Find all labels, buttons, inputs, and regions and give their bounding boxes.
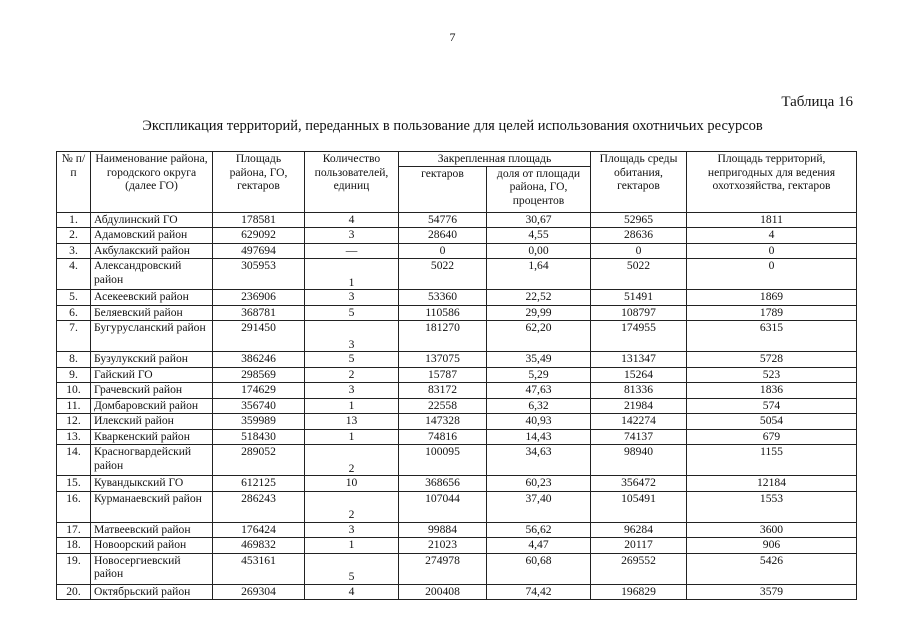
row-assigned-ha: 137075 xyxy=(399,352,487,368)
row-habitat: 105491 xyxy=(591,491,687,522)
row-assigned-ha: 5022 xyxy=(399,259,487,290)
table-row xyxy=(57,491,857,522)
row-area: 518430 xyxy=(213,429,305,445)
row-habitat: 15264 xyxy=(591,367,687,383)
row-assigned-share: 14,43 xyxy=(487,429,591,445)
row-assigned-ha: 74816 xyxy=(399,429,487,445)
row-users: 2 xyxy=(305,445,399,476)
row-name: Бугурусланский район xyxy=(91,321,213,352)
row-number: 17. xyxy=(57,522,91,538)
row-assigned-ha: 28640 xyxy=(399,228,487,244)
row-area: 176424 xyxy=(213,522,305,538)
row-name: Красногвардейский район xyxy=(91,445,213,476)
row-habitat: 5022 xyxy=(591,259,687,290)
table-row xyxy=(57,445,857,476)
row-users: 3 xyxy=(305,522,399,538)
row-assigned-ha: 54776 xyxy=(399,212,487,228)
table-row xyxy=(57,538,857,554)
row-area: 174629 xyxy=(213,383,305,399)
row-assigned-ha: 99884 xyxy=(399,522,487,538)
header-users: Количество пользователей, единиц xyxy=(305,152,399,213)
table-row xyxy=(57,398,857,414)
table-row xyxy=(57,429,857,445)
row-assigned-ha: 22558 xyxy=(399,398,487,414)
row-assigned-ha: 181270 xyxy=(399,321,487,352)
row-name: Кувандыкский ГО xyxy=(91,476,213,492)
header-name: Наименование района, городского округа (далее ГО) xyxy=(91,152,213,213)
row-number: 3. xyxy=(57,243,91,259)
row-habitat: 81336 xyxy=(591,383,687,399)
row-area: 236906 xyxy=(213,290,305,306)
row-users: 3 xyxy=(305,321,399,352)
row-name: Абдулинский ГО xyxy=(91,212,213,228)
header-assigned-ha: гектаров xyxy=(399,166,487,212)
row-users: 3 xyxy=(305,290,399,306)
table-title: Экспликация территорий, переданных в пользование для целей использования охотничьих ресурсов xyxy=(142,118,763,134)
row-name: Октябрьский район xyxy=(91,584,213,600)
row-users: 1 xyxy=(305,429,399,445)
row-habitat: 28636 xyxy=(591,228,687,244)
row-number: 6. xyxy=(57,305,91,321)
row-assigned-ha: 100095 xyxy=(399,445,487,476)
row-assigned-share: 6,32 xyxy=(487,398,591,414)
row-number: 18. xyxy=(57,538,91,554)
row-users: 1 xyxy=(305,259,399,290)
row-unfit: 4 xyxy=(687,228,857,244)
row-assigned-share: 5,29 xyxy=(487,367,591,383)
row-habitat: 51491 xyxy=(591,290,687,306)
header-unfit: Площадь территорий, непригодных для ведения охотхозяйства, гектаров xyxy=(687,152,857,213)
row-users: — xyxy=(305,243,399,259)
row-name: Александровский район xyxy=(91,259,213,290)
row-habitat: 108797 xyxy=(591,305,687,321)
table-row xyxy=(57,383,857,399)
row-number: 12. xyxy=(57,414,91,430)
row-unfit: 3600 xyxy=(687,522,857,538)
row-number: 5. xyxy=(57,290,91,306)
row-habitat: 52965 xyxy=(591,212,687,228)
row-assigned-ha: 21023 xyxy=(399,538,487,554)
header-area: Площадь района, ГО, гектаров xyxy=(213,152,305,213)
table-row xyxy=(57,290,857,306)
row-area: 286243 xyxy=(213,491,305,522)
row-area: 305953 xyxy=(213,259,305,290)
row-area: 368781 xyxy=(213,305,305,321)
row-name: Беляевский район xyxy=(91,305,213,321)
row-name: Асекеевский район xyxy=(91,290,213,306)
row-users: 1 xyxy=(305,538,399,554)
row-area: 298569 xyxy=(213,367,305,383)
row-assigned-ha: 274978 xyxy=(399,553,487,584)
row-number: 8. xyxy=(57,352,91,368)
row-habitat: 131347 xyxy=(591,352,687,368)
row-unfit: 1553 xyxy=(687,491,857,522)
row-name: Гайский ГО xyxy=(91,367,213,383)
row-habitat: 269552 xyxy=(591,553,687,584)
row-assigned-ha: 0 xyxy=(399,243,487,259)
table-body xyxy=(57,212,857,600)
row-area: 291450 xyxy=(213,321,305,352)
row-users: 5 xyxy=(305,553,399,584)
row-name: Бузулукский район xyxy=(91,352,213,368)
row-assigned-share: 29,99 xyxy=(487,305,591,321)
row-assigned-share: 37,40 xyxy=(487,491,591,522)
row-habitat: 20117 xyxy=(591,538,687,554)
table-row xyxy=(57,243,857,259)
row-assigned-share: 30,67 xyxy=(487,212,591,228)
row-assigned-share: 60,68 xyxy=(487,553,591,584)
row-name: Новосергиевский район xyxy=(91,553,213,584)
row-number: 13. xyxy=(57,429,91,445)
row-unfit: 1811 xyxy=(687,212,857,228)
table-row xyxy=(57,414,857,430)
row-area: 453161 xyxy=(213,553,305,584)
row-number: 15. xyxy=(57,476,91,492)
row-number: 4. xyxy=(57,259,91,290)
row-habitat: 196829 xyxy=(591,584,687,600)
table-label: Таблица 16 xyxy=(781,94,853,110)
row-assigned-share: 60,23 xyxy=(487,476,591,492)
row-area: 359989 xyxy=(213,414,305,430)
table-row xyxy=(57,212,857,228)
row-unfit: 523 xyxy=(687,367,857,383)
row-name: Новоорский район xyxy=(91,538,213,554)
row-users: 2 xyxy=(305,491,399,522)
row-habitat: 21984 xyxy=(591,398,687,414)
table-row xyxy=(57,228,857,244)
row-name: Илекский район xyxy=(91,414,213,430)
row-number: 11. xyxy=(57,398,91,414)
row-unfit: 1869 xyxy=(687,290,857,306)
header-assigned: Закрепленная площадь xyxy=(399,152,591,167)
row-habitat: 0 xyxy=(591,243,687,259)
row-assigned-share: 74,42 xyxy=(487,584,591,600)
row-number: 16. xyxy=(57,491,91,522)
row-assigned-ha: 200408 xyxy=(399,584,487,600)
row-number: 7. xyxy=(57,321,91,352)
row-assigned-share: 22,52 xyxy=(487,290,591,306)
row-assigned-share: 56,62 xyxy=(487,522,591,538)
explication-table xyxy=(56,151,857,600)
row-area: 289052 xyxy=(213,445,305,476)
table-row xyxy=(57,522,857,538)
row-unfit: 0 xyxy=(687,259,857,290)
table-row xyxy=(57,367,857,383)
row-assigned-share: 1,64 xyxy=(487,259,591,290)
row-assigned-ha: 53360 xyxy=(399,290,487,306)
row-name: Кваркенский район xyxy=(91,429,213,445)
row-name: Домбаровский район xyxy=(91,398,213,414)
row-habitat: 356472 xyxy=(591,476,687,492)
row-name: Матвеевский район xyxy=(91,522,213,538)
table-row xyxy=(57,321,857,352)
row-users: 4 xyxy=(305,584,399,600)
row-number: 10. xyxy=(57,383,91,399)
row-unfit: 1836 xyxy=(687,383,857,399)
row-area: 629092 xyxy=(213,228,305,244)
row-unfit: 574 xyxy=(687,398,857,414)
row-unfit: 5728 xyxy=(687,352,857,368)
row-assigned-share: 4,47 xyxy=(487,538,591,554)
row-users: 10 xyxy=(305,476,399,492)
row-assigned-share: 35,49 xyxy=(487,352,591,368)
row-users: 3 xyxy=(305,383,399,399)
row-users: 4 xyxy=(305,212,399,228)
row-assigned-ha: 147328 xyxy=(399,414,487,430)
row-users: 3 xyxy=(305,228,399,244)
row-name: Адамовский район xyxy=(91,228,213,244)
row-habitat: 96284 xyxy=(591,522,687,538)
row-area: 386246 xyxy=(213,352,305,368)
header-assigned-share: доля от площади района, ГО, процентов xyxy=(487,166,591,212)
row-assigned-share: 4,55 xyxy=(487,228,591,244)
row-name: Грачевский район xyxy=(91,383,213,399)
page-number: 7 xyxy=(449,30,456,44)
row-area: 469832 xyxy=(213,538,305,554)
row-unfit: 1155 xyxy=(687,445,857,476)
row-unfit: 1789 xyxy=(687,305,857,321)
row-number: 9. xyxy=(57,367,91,383)
table-row xyxy=(57,352,857,368)
row-area: 269304 xyxy=(213,584,305,600)
row-number: 1. xyxy=(57,212,91,228)
row-area: 356740 xyxy=(213,398,305,414)
row-assigned-share: 34,63 xyxy=(487,445,591,476)
row-unfit: 3579 xyxy=(687,584,857,600)
row-assigned-ha: 368656 xyxy=(399,476,487,492)
row-users: 2 xyxy=(305,367,399,383)
row-habitat: 98940 xyxy=(591,445,687,476)
row-users: 5 xyxy=(305,352,399,368)
row-assigned-ha: 15787 xyxy=(399,367,487,383)
row-number: 20. xyxy=(57,584,91,600)
row-assigned-ha: 110586 xyxy=(399,305,487,321)
row-unfit: 0 xyxy=(687,243,857,259)
row-unfit: 679 xyxy=(687,429,857,445)
table-row xyxy=(57,305,857,321)
row-assigned-ha: 107044 xyxy=(399,491,487,522)
row-number: 2. xyxy=(57,228,91,244)
header-num: № п/п xyxy=(57,152,91,213)
row-unfit: 12184 xyxy=(687,476,857,492)
row-number: 14. xyxy=(57,445,91,476)
row-name: Акбулакский район xyxy=(91,243,213,259)
row-assigned-share: 47,63 xyxy=(487,383,591,399)
row-assigned-ha: 83172 xyxy=(399,383,487,399)
row-area: 178581 xyxy=(213,212,305,228)
header-habitat: Площадь среды обитания, гектаров xyxy=(591,152,687,213)
row-number: 19. xyxy=(57,553,91,584)
row-area: 497694 xyxy=(213,243,305,259)
row-users: 1 xyxy=(305,398,399,414)
row-unfit: 906 xyxy=(687,538,857,554)
table-row xyxy=(57,584,857,600)
row-area: 612125 xyxy=(213,476,305,492)
row-assigned-share: 0,00 xyxy=(487,243,591,259)
row-unfit: 5054 xyxy=(687,414,857,430)
table-row xyxy=(57,259,857,290)
row-habitat: 142274 xyxy=(591,414,687,430)
row-unfit: 5426 xyxy=(687,553,857,584)
row-users: 5 xyxy=(305,305,399,321)
row-habitat: 74137 xyxy=(591,429,687,445)
row-users: 13 xyxy=(305,414,399,430)
row-name: Курманаевский район xyxy=(91,491,213,522)
table-row xyxy=(57,553,857,584)
row-assigned-share: 62,20 xyxy=(487,321,591,352)
row-habitat: 174955 xyxy=(591,321,687,352)
row-unfit: 6315 xyxy=(687,321,857,352)
table-row xyxy=(57,476,857,492)
row-assigned-share: 40,93 xyxy=(487,414,591,430)
